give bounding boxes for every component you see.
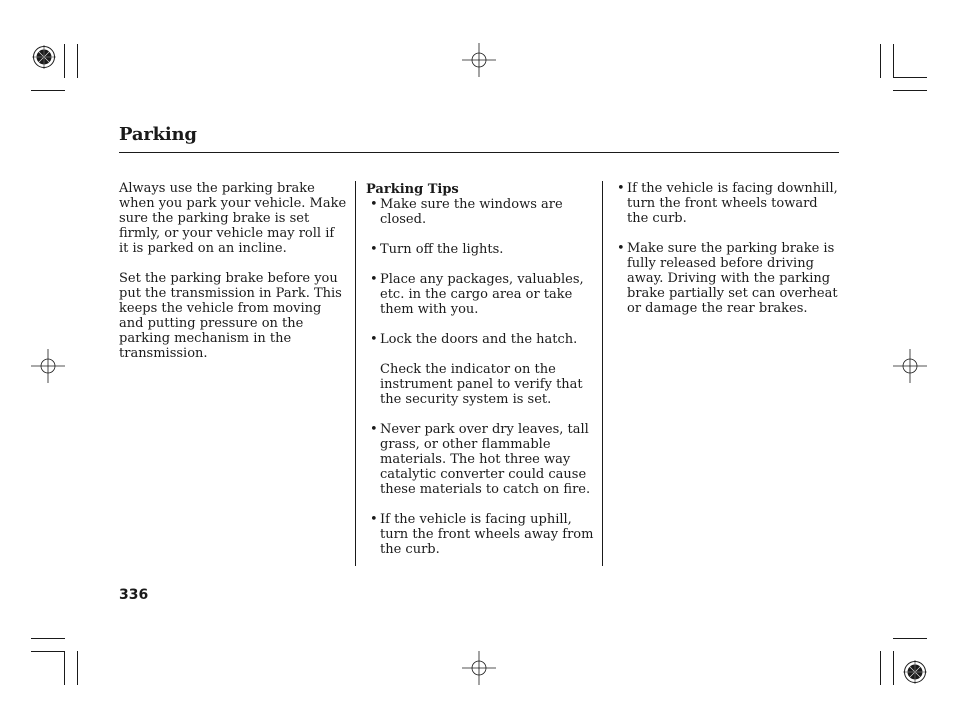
crop-mark (880, 44, 881, 78)
crop-mark (77, 651, 78, 685)
crop-mark (880, 651, 881, 685)
list-item: • Place any packages, valuables, etc. in the cargo area or take them with you. (366, 272, 602, 317)
title-rule (119, 152, 839, 153)
crop-mark (893, 77, 927, 78)
crop-mark (893, 638, 927, 639)
crop-mark (31, 638, 65, 639)
crosshair-icon (462, 43, 496, 77)
paragraph: Always use the parking brake when you park your vehicle. Make sure the parking brake is set firmly, or your vehicle may roll if it is parked on an incline. (119, 181, 347, 256)
crosshair-icon (31, 349, 65, 383)
list-item: • Make sure the windows are closed. (366, 197, 602, 227)
registration-mark-icon (903, 660, 927, 684)
crop-mark (893, 651, 894, 685)
list-item: • Lock the doors and the hatch. (366, 332, 602, 347)
column-parking-tips (366, 182, 602, 557)
column-continued-tips (616, 181, 842, 316)
crosshair-icon (462, 651, 496, 685)
crosshair-icon (893, 349, 927, 383)
crop-mark (31, 90, 65, 91)
page-title: Parking (119, 124, 197, 145)
list-item: • Make sure the parking brake is fully released before driving away. Driving with the parking brake partially set can overheat or damage the rear brakes. (616, 241, 842, 316)
list-item: • Turn off the lights. (366, 242, 602, 257)
crop-mark (893, 44, 894, 78)
crop-mark (64, 44, 65, 78)
column-divider (602, 181, 603, 566)
list-item: • Never park over dry leaves, tall grass, or other flammable materials. The hot three way catalytic converter could cause these materials to catch on fire. (366, 422, 602, 497)
crop-mark (77, 44, 78, 78)
section-subheading: Parking Tips (366, 182, 459, 197)
paragraph: Set the parking brake before you put the transmission in Park. This keeps the vehicle from moving and putting pressure on the parking mechanism in the transmission. (119, 271, 342, 361)
crop-mark (893, 90, 927, 91)
list-item-note: Check the indicator on the instrument panel to verify that the security system is set. (380, 362, 583, 407)
list-item: • If the vehicle is facing uphill, turn the front wheels away from the curb. (366, 512, 602, 557)
crop-mark (64, 651, 65, 685)
page-number: 336 (119, 587, 149, 603)
crop-mark (31, 651, 65, 652)
list-item: • If the vehicle is facing downhill, turn the front wheels toward the curb. (616, 181, 842, 226)
registration-mark-icon (32, 45, 56, 69)
column-intro (119, 181, 347, 361)
column-divider (355, 181, 356, 566)
